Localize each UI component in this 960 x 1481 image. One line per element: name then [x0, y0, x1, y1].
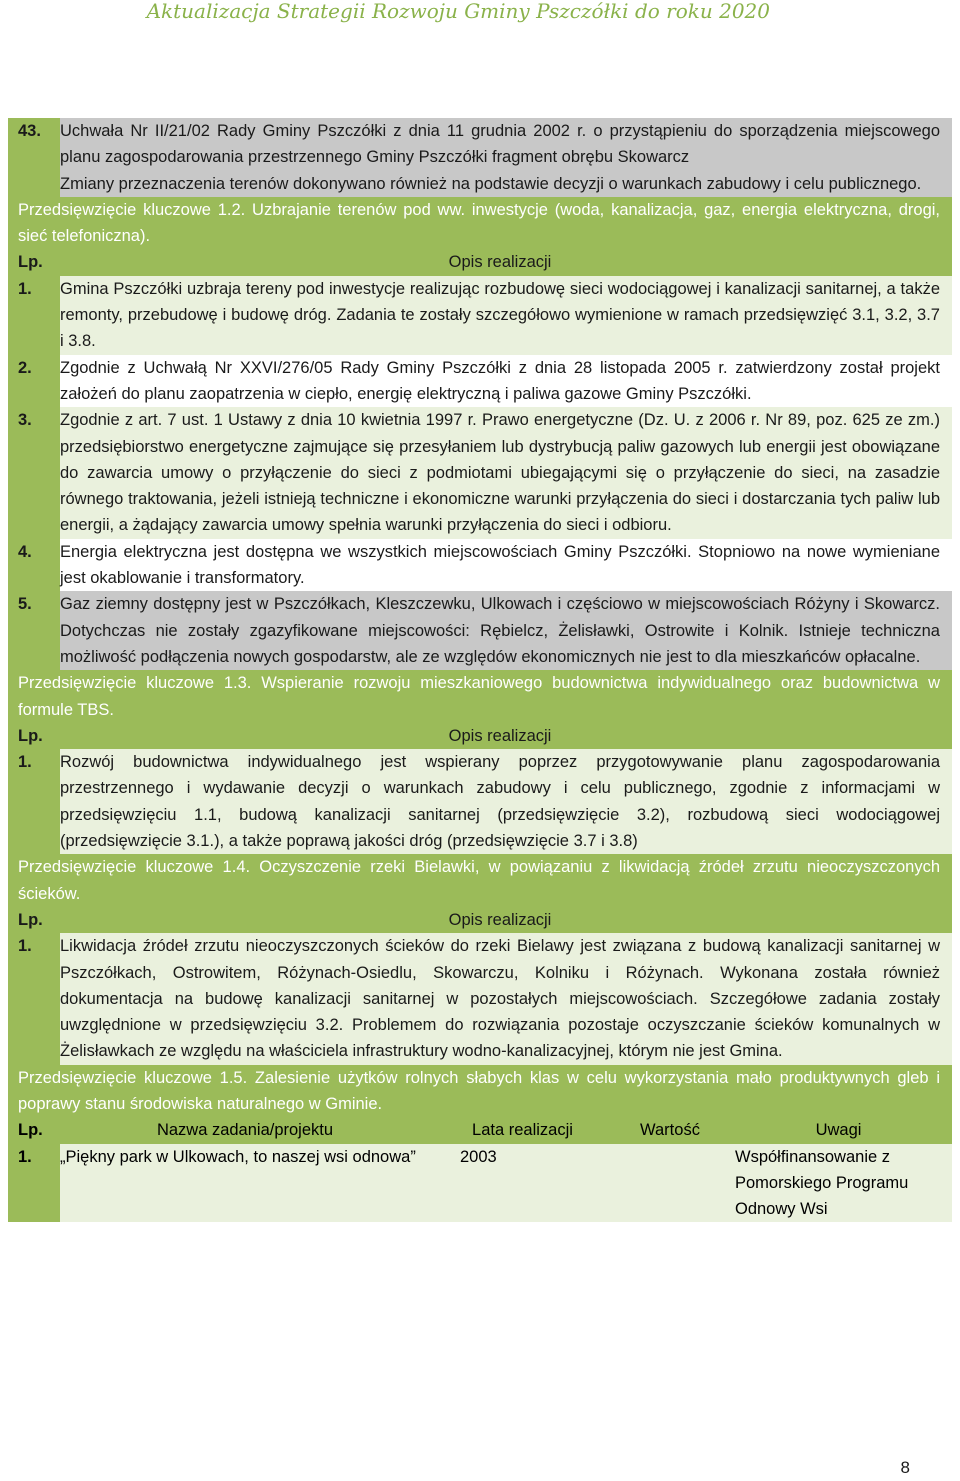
list-item-43: [8, 118, 952, 197]
item-text: Rozwój budownictwa indywidualnego jest wspierany poprzez przygotowywanie planu zagospodarowania przestrzennego i wydawanie decyzji o warunkach zabudowy i celu publicznego, zgodnie z informacjami w przedsięwzięciu 1.1, budową kanalizacji sanitarnej (przedsięwzięcie 3.2), rozbudową sieci wodociągowej (przedsięwzięcie 3.1.), a także poprawą jakości dróg (przedsięwzięcie 3.7 i 3.8): [60, 753, 940, 851]
section-heading-1-3: [8, 670, 952, 723]
value-cell: [605, 1144, 735, 1223]
list-item: [8, 276, 952, 355]
list-item: [8, 407, 952, 538]
item-text: Zgodnie z art. 7 ust. 1 Ustawy z dnia 10 kwietnia 1997 r. Prawo energetyczne (Dz. U. z 2006 r. Nr 89, poz. 625 ze zm.) przedsiębiorstwo energetyczne zajmujące się przesyłaniem lub dystrybucją paliw gazowych lub energii jest obowiązane do zawarcia umowy o przyłączenie do sieci z podmiotami ubiegającymi się o przyłączenie do sieci, na zasadzie równego traktowania, jeżeli istnieją techniczne i ekonomiczne warunki przyłączenia do sieci i dostarczania tych paliw lub energii, a żądający zawarcia umowy spełnia warunki przyłączenia do sieci i odbioru.: [60, 411, 940, 535]
item-number: 43.: [8, 118, 60, 197]
notes-cell: Współfinansowanie z Pomorskiego Programu Odnowy Wsi: [735, 1147, 909, 1219]
column-header-row: [8, 249, 952, 275]
years-cell: 2003: [460, 1147, 497, 1166]
description-header: Opis realizacji: [448, 253, 552, 272]
description-header: Opis realizacji: [448, 910, 552, 929]
item-number: 4.: [8, 539, 60, 592]
item-note: Zmiany przeznaczenia terenów dokonywano również na podstawie decyzji o warunkach zabudowy i celu publicznego.: [60, 174, 922, 193]
task-name-cell: „Piękny park w Ulkowach, to naszej wsi odnowa”: [60, 1147, 416, 1166]
lp-header: Lp.: [18, 253, 43, 272]
running-header-title: Aktualizacja Strategii Rozwoju Gminy Pszczółki do roku 2020: [146, 0, 770, 23]
column-header-row: [8, 907, 952, 933]
document-body: [8, 118, 952, 1222]
item-text: Gmina Pszczółki uzbraja tereny pod inwestycje realizując rozbudowę sieci wodociągowej i kanalizacji sanitarnej, a także remonty, przebudowę i budowę dróg. Zadania te zostały szczegółowo wymienione w ramach przedsięwzięć 3.1, 3.2, 3.7 i 3.8.: [60, 279, 940, 351]
task-name-header: Nazwa zadania/projektu: [156, 1121, 334, 1140]
list-item: [8, 591, 952, 670]
section-heading-1-4: [8, 854, 952, 907]
list-item: [8, 355, 952, 408]
item-text: Uchwała Nr II/21/02 Rady Gminy Pszczółki z dnia 11 grudnia 2002 r. o przystąpieniu do sporządzenia miejscowego planu zagospodarowania przestrzennego Gminy Pszczółki fragment obrębu Skowarcz: [60, 122, 940, 167]
list-item: [8, 539, 952, 592]
running-header: [0, 0, 960, 26]
section-heading-1-5: [8, 1065, 952, 1118]
item-number: 1.: [8, 933, 60, 1064]
lp-header: Lp.: [18, 726, 43, 745]
item-number: 5.: [8, 591, 60, 670]
section-heading: Przedsięwzięcie kluczowe 1.5. Zalesienie użytków rolnych słabych klas w celu wykorzystania mało produktywnych gleb i poprawy stanu środowiska naturalnego w Gminie.: [18, 1068, 940, 1113]
lp-header: Lp.: [18, 1121, 43, 1140]
section-heading: Przedsięwzięcie kluczowe 1.4. Oczyszczenie rzeki Bielawki, w powiązaniu z likwidacją źródeł zrzutu nieoczyszczonych ścieków.: [18, 858, 940, 903]
item-text: Gaz ziemny dostępny jest w Pszczółkach, Kleszczewku, Ulkowach i częściowo w miejscowościach Różyny i Skowarcz. Dotychczas nie zostały zgazyfikowane miejscowości: Rębielcz, Żelisławki, Ostrowite i Kolnik. Istnieje techniczna możliwość podłączenia nowych gospodarstw, ale ze względów ekonomicznych nie jest to dla mieszkańców opłacalne.: [60, 595, 940, 666]
section-heading-1-2: [8, 197, 952, 250]
lp-header: Lp.: [18, 910, 43, 929]
section-heading: Przedsięwzięcie kluczowe 1.2. Uzbrajanie terenów pod ww. inwestycje (woda, kanalizacja, gaz, energia elektryczna, drogi, sieć telefoniczna).: [18, 200, 940, 246]
list-item: [8, 749, 952, 854]
item-text: Zgodnie z Uchwałą Nr XXVI/276/05 Rady Gminy Pszczółki z dnia 28 listopada 2005 r. zatwierdzony został projekt założeń do planu zaopatrzenia w ciepło, energię elektryczną i paliwa gazowe Gminy Pszczółki.: [60, 358, 940, 403]
table-header-row: [8, 1117, 952, 1143]
section-heading: Przedsięwzięcie kluczowe 1.3. Wspieranie rozwoju mieszkaniowego budownictwa indywidualnego oraz budownictwa w formule TBS.: [18, 674, 940, 719]
value-header: Wartość: [640, 1121, 700, 1140]
item-number: 2.: [8, 355, 60, 408]
item-number: 1.: [8, 276, 60, 355]
item-text: Likwidacja źródeł zrzutu nieoczyszczonych ścieków do rzeki Bielawy jest związana z budową kanalizacji sanitarnej w Pszczółkach, Ostrowitem, Różynach-Osiedlu, Skowarczu, Kolniku i Różynach. Wykonana została również dokumentacja na budowę kanalizacji sanitarnej w pozostałych miejscowościach. Szczegółowe zadania zostały uwzględnione w przedsięwzięciu 3.2. Problemem do rozwiązania pozostaje oczyszczanie ścieków komunalnych w Żelisławkach ze względu na właściciela infrastruktury wodno-kanalizacyjnej, którym nie jest Gmina.: [60, 937, 940, 1061]
notes-header: Uwagi: [815, 1121, 862, 1140]
item-number: 3.: [8, 407, 60, 538]
page-number: 8: [900, 1458, 910, 1477]
item-number: 1.: [8, 749, 60, 854]
column-header-row: [8, 723, 952, 749]
list-item: [8, 933, 952, 1064]
description-header: Opis realizacji: [448, 726, 552, 745]
item-text: Energia elektryczna jest dostępna we wszystkich miejscowościach Gminy Pszczółki. Stopniowo na nowe wymieniane jest okablowanie i transformatory.: [60, 542, 940, 588]
years-header: Lata realizacji: [472, 1121, 573, 1140]
row-number: 1.: [8, 1144, 60, 1223]
table-row: [8, 1144, 952, 1223]
